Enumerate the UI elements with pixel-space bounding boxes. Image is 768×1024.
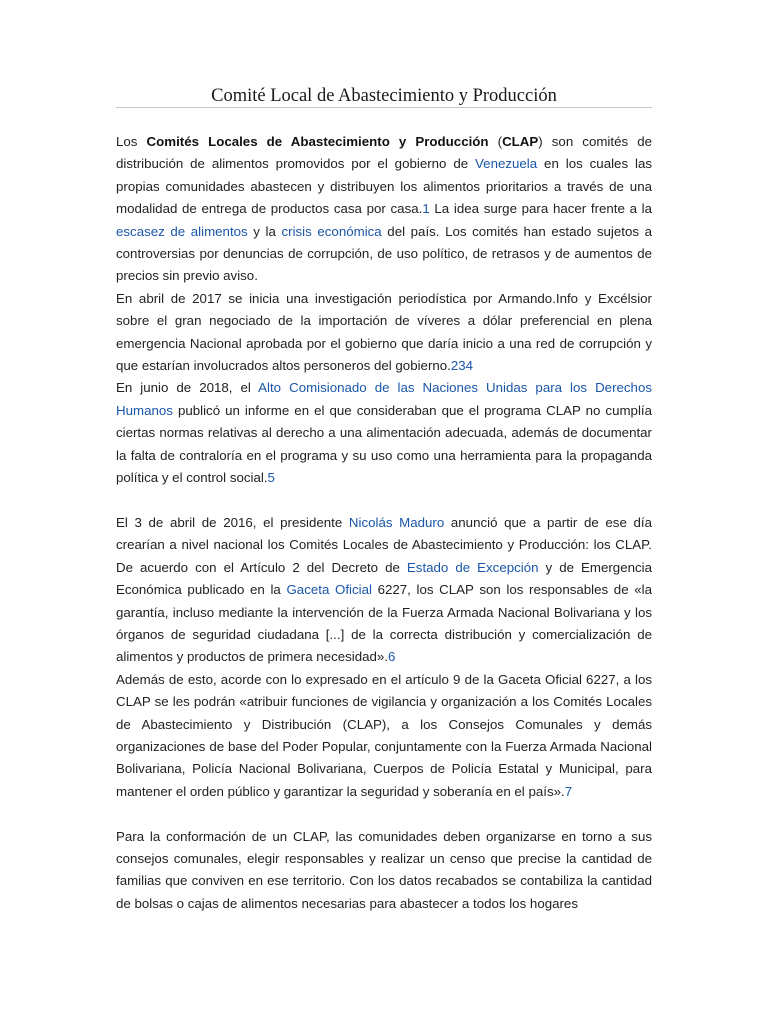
text-span: anunció que a partir de ese día crearían a nivel nacional los Comités Locales de Abastecimiento y Producción: los CLAP. De acuerdo con el Artículo 2 del Decreto de xyxy=(116,514,652,575)
paragraph-investigation xyxy=(116,288,652,378)
title-divider xyxy=(116,107,652,108)
link-nicolas-maduro[interactable]: Nicolás Maduro xyxy=(348,514,445,530)
text-span: Además de esto, acorde con lo expresado en el artículo 9 de la Gaceta Oficial 6227, a los CLAP se les podrán «atribuir funciones de vigilancia y organización a los Comités Locales de Abastecimiento y Distribución (CLAP), a los Consejos Comunales y demás organizaciones de base del Poder Popular, conjuntamente con la Fuerza Armada Nacional Bolivariana, Policía Nacional Bolivariana, Cuerpos de Policía Estatal y Municipal, para mantener el orden público y garantizar la seguridad y soberanía en el país». xyxy=(116,671,652,799)
text-span: publicó un informe en el que consideraban que el programa CLAP no cumplía ciertas normas relativas al derecho a una alimentación adecuada, además de documentar la falta de contraloría en el programa y su uso como una herramienta para la propaganda política y el control social. xyxy=(116,402,652,486)
text-span: en los cuales las propias comunidades abastecen y distribuyen los alimentos prioritarios a través de una modalidad de entrega de productos casa por casa. xyxy=(116,156,652,217)
paragraph-un-report xyxy=(116,377,652,489)
page-title: Comité Local de Abastecimiento y Producción xyxy=(211,86,557,106)
text-span: 6227, los CLAP son los responsables de «la garantía, incluso mediante la intervención de la Fuerza Armada Nacional Bolivariana y los órganos de seguridad ciudadana [...] de la correcta distribución y comercialización de alimentos y productos de primera necesidad». xyxy=(116,582,652,665)
text-span: y la xyxy=(247,223,282,239)
bold-term-comites: Comités Locales de Abastecimiento y Producción xyxy=(146,134,489,149)
reference-link[interactable]: 6 xyxy=(388,649,396,665)
text-span: En abril de 2017 se inicia una investigación periodística por Armando.Info y Excélsior sobre el gran negociado de la importación de víveres a dólar preferencial en plena emergencia Nacional aprobada por el gobierno que daría inicio a una red de corrupción y que estarían involucrados altos personeros del gobierno. xyxy=(116,290,652,374)
text-span: y de Emergencia Económica publicado en la xyxy=(116,559,652,598)
paragraph-conformation xyxy=(116,826,652,916)
text-span: En junio de 2018, el xyxy=(116,380,259,396)
link-alto-comisionado[interactable]: Alto Comisionado de las Naciones Unidas para los Derechos Humanos xyxy=(116,380,652,418)
reference-link[interactable]: 5 xyxy=(267,470,275,486)
link-gaceta-oficial[interactable]: Gaceta Oficial xyxy=(286,582,372,598)
text-span: ( xyxy=(488,134,503,149)
reference-link[interactable]: 234 xyxy=(450,358,474,374)
text-span: La idea surge para hacer frente a la xyxy=(429,201,653,217)
reference-link[interactable]: 1 xyxy=(422,201,430,217)
text-span: ) son comités de distribución de alimentos promovidos por el gobierno de xyxy=(116,134,652,172)
link-venezuela[interactable]: Venezuela xyxy=(475,156,538,172)
link-crisis-economica[interactable]: crisis económica xyxy=(281,223,382,239)
paragraph-spacer xyxy=(116,490,652,512)
text-span: Los xyxy=(116,134,147,149)
paragraph-creation xyxy=(116,512,652,669)
text-span: del país. Los comités han estado sujetos a controversias por denuncias de corrupción, de uso político, de retrasos y de aumentos de precios sin previo aviso. xyxy=(116,223,652,284)
link-escasez-de-alimentos[interactable]: escasez de alimentos xyxy=(116,223,248,239)
paragraph-spacer xyxy=(116,803,652,825)
text-span: Para la conformación de un CLAP, las comunidades deben organizarse en torno a sus consejos comunales, elegir responsables y realizar un censo que precise la cantidad de familias que conviven en ese territorio. Con los datos recabados se contabiliza la cantidad de bolsas o cajas de alimentos necesarias para abastecer a todos los hogares xyxy=(116,828,652,911)
bold-term-clap: CLAP xyxy=(502,134,539,149)
article-body xyxy=(116,131,652,915)
paragraph-intro xyxy=(116,131,652,288)
reference-link[interactable]: 7 xyxy=(564,783,573,799)
text-span: El 3 de abril de 2016, el presidente xyxy=(116,514,349,530)
link-estado-de-excepcion[interactable]: Estado de Excepción xyxy=(406,559,539,575)
paragraph-article-9 xyxy=(116,669,652,803)
